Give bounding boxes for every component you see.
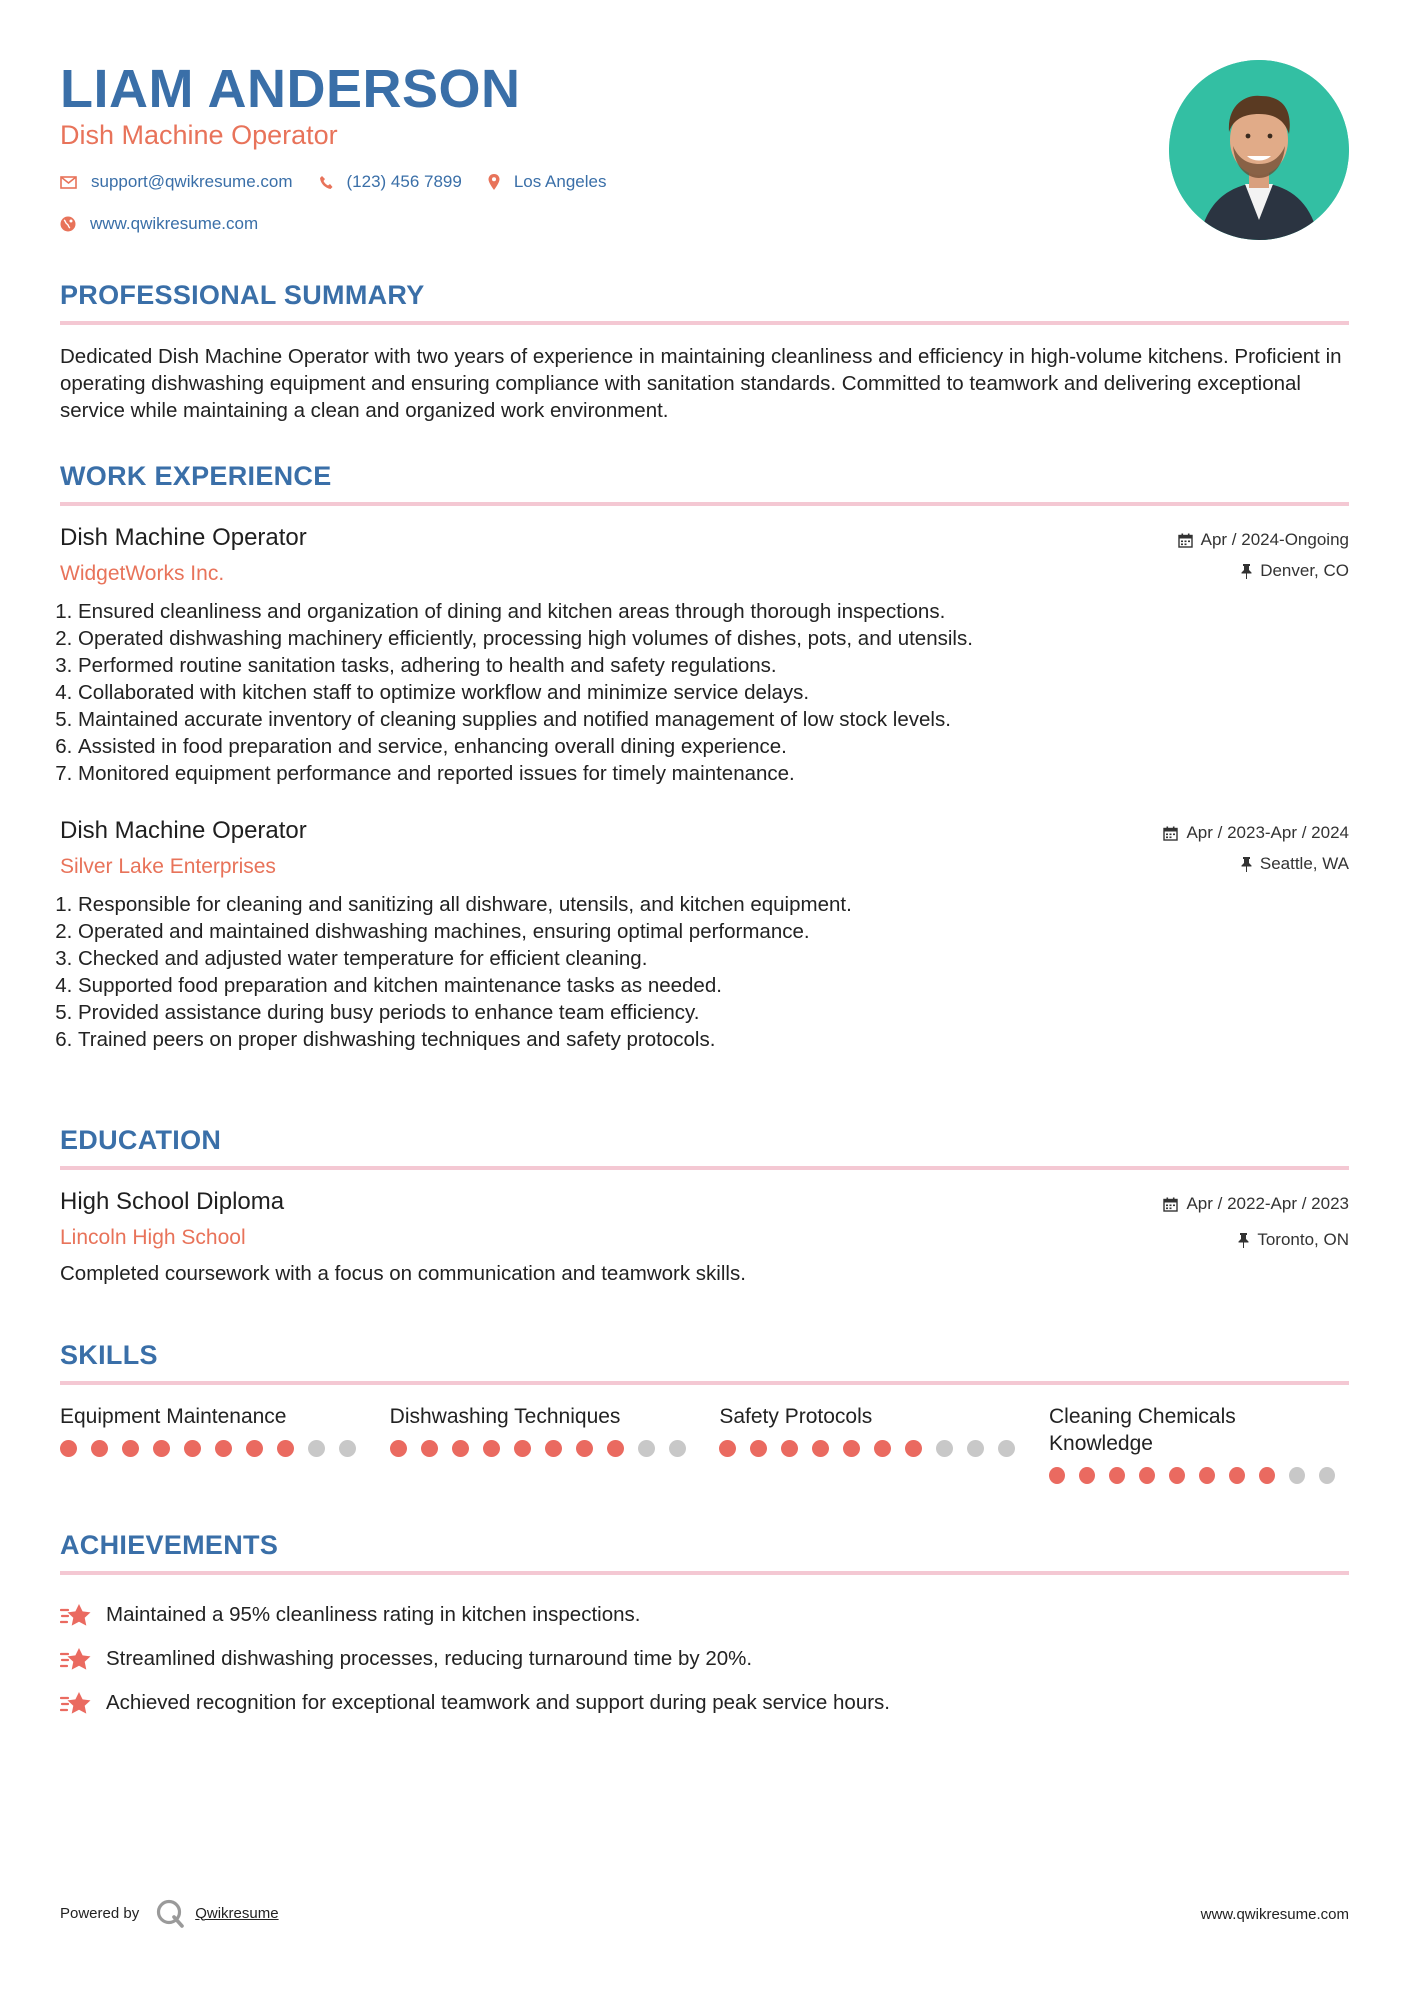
contact-email[interactable]	[60, 172, 293, 192]
phone-text: (123) 456 7899	[346, 172, 462, 191]
achievements-section	[60, 1530, 1349, 1725]
rating-dot-empty	[638, 1440, 655, 1457]
skill-name: Dishwashing Techniques	[389, 1405, 621, 1428]
rating-dot-empty	[998, 1440, 1015, 1457]
education-description: Completed coursework with a focus on communication and teamwork skills.	[60, 1262, 746, 1285]
rating-dot-filled	[843, 1440, 860, 1457]
brand-link[interactable]: Qwikresume	[195, 1904, 279, 1922]
rating-dot-filled	[1259, 1467, 1275, 1484]
skill-rating	[719, 1440, 1049, 1457]
star-icon	[60, 1646, 92, 1672]
rating-dot-filled	[277, 1440, 294, 1457]
rating-dot-filled	[483, 1440, 500, 1457]
contact-website[interactable]	[60, 214, 258, 234]
job-company: WidgetWorks Inc.	[60, 562, 225, 585]
job-title: Dish Machine Operator	[60, 817, 307, 844]
summary-title: PROFESSIONAL SUMMARY	[60, 280, 1349, 325]
map-pin-icon	[488, 174, 500, 190]
rating-dot-filled	[215, 1440, 232, 1457]
candidate-name: LIAM ANDERSON	[60, 59, 521, 119]
skill-rating	[60, 1440, 390, 1457]
skill-item	[390, 1403, 720, 1484]
job-location-text: Seattle, WA	[1259, 854, 1349, 873]
footer-website[interactable]: www.qwikresume.com	[1200, 1906, 1349, 1923]
rating-dot-filled	[91, 1440, 108, 1457]
star-icon	[60, 1602, 92, 1628]
rating-dot-filled	[576, 1440, 593, 1457]
summary-section	[60, 280, 1349, 424]
skill-item	[60, 1403, 390, 1484]
contact-row	[60, 172, 632, 192]
list-item: 4. Supported food preparation and kitchen maintenance tasks as needed.	[78, 972, 1349, 999]
contact-phone[interactable]	[319, 172, 462, 192]
calendar-icon	[1163, 826, 1178, 841]
rating-dot-empty	[967, 1440, 984, 1457]
education-dates-text: Apr / 2022-Apr / 2023	[1186, 1194, 1349, 1213]
calendar-icon	[1163, 1197, 1178, 1212]
list-item: 2. Operated dishwashing machinery efficiently, processing high volumes of dishes, pots, and utensils.	[78, 625, 1349, 652]
rating-dot-filled	[905, 1440, 922, 1457]
achievement-item	[60, 1637, 1349, 1681]
list-item: 3. Performed routine sanitation tasks, adhering to health and safety regulations.	[78, 652, 1349, 679]
list-item: 1. Ensured cleanliness and organization of dining and kitchen areas through thorough inspections.	[78, 598, 1349, 625]
rating-dot-filled	[184, 1440, 201, 1457]
job-location	[1163, 854, 1349, 874]
skills-section	[60, 1340, 1349, 1484]
achievements-list	[60, 1593, 1349, 1725]
job-location-text: Denver, CO	[1260, 561, 1349, 580]
rating-dot-filled	[1169, 1467, 1185, 1484]
profile-photo-icon	[1169, 60, 1349, 240]
footer-powered-by	[60, 1898, 279, 1928]
achievement-text: Streamlined dishwashing processes, reducing turnaround time by 20%.	[106, 1647, 753, 1670]
skills-title: SKILLS	[60, 1340, 1349, 1385]
calendar-icon	[1178, 533, 1193, 548]
skills-list	[60, 1403, 1349, 1484]
education-meta	[1163, 1194, 1349, 1261]
rating-dot-empty	[936, 1440, 953, 1457]
rating-dot-filled	[1199, 1467, 1215, 1484]
education-title: EDUCATION	[60, 1125, 1349, 1170]
pushpin-icon	[1241, 857, 1252, 872]
powered-by-label: Powered by	[60, 1904, 140, 1922]
education-section	[60, 1125, 1349, 1286]
rating-dot-filled	[1049, 1467, 1065, 1484]
education-location	[1163, 1230, 1349, 1250]
school-name: Lincoln High School	[60, 1226, 246, 1249]
qwikresume-logo-icon	[155, 1898, 185, 1928]
list-item: 6. Assisted in food preparation and service, enhancing overall dining experience.	[78, 733, 1349, 760]
rating-dot-empty	[1289, 1467, 1305, 1484]
rating-dot-filled	[153, 1440, 170, 1457]
rating-dot-empty	[339, 1440, 356, 1457]
rating-dot-filled	[1109, 1467, 1125, 1484]
skill-item	[719, 1403, 1049, 1484]
resume-page	[60, 0, 1349, 1990]
skill-name: Safety Protocols	[719, 1405, 873, 1428]
rating-dot-filled	[1229, 1467, 1245, 1484]
rating-dot-empty	[308, 1440, 325, 1457]
skill-rating	[390, 1440, 720, 1457]
list-item: 7. Monitored equipment performance and reported issues for timely maintenance.	[78, 760, 1349, 787]
experience-title: WORK EXPERIENCE	[60, 461, 1349, 506]
education-location-text: Toronto, ON	[1257, 1230, 1349, 1249]
rating-dot-filled	[246, 1440, 263, 1457]
rating-dot-filled	[60, 1440, 77, 1457]
education-entry	[60, 1188, 1349, 1286]
rating-dot-filled	[750, 1440, 767, 1457]
globe-icon	[60, 216, 76, 232]
list-item: 5. Provided assistance during busy periods to enhance team efficiency.	[78, 999, 1349, 1026]
list-item: 4. Collaborated with kitchen staff to optimize workflow and minimize service delays.	[78, 679, 1349, 706]
rating-dot-filled	[421, 1440, 438, 1457]
list-item: 5. Maintained accurate inventory of cleaning supplies and notified management of low stock levels.	[78, 706, 1349, 733]
job-entry	[60, 524, 1349, 787]
rating-dot-empty	[669, 1440, 686, 1457]
pushpin-icon	[1238, 1233, 1249, 1248]
education-dates	[1163, 1194, 1349, 1214]
location-text: Los Angeles	[513, 172, 607, 191]
list-item: 3. Checked and adjusted water temperature for efficient cleaning.	[78, 945, 1349, 972]
rating-dot-filled	[781, 1440, 798, 1457]
list-item: 6. Trained peers on proper dishwashing techniques and safety protocols.	[78, 1026, 1349, 1053]
skill-rating	[1049, 1467, 1349, 1484]
job-dates-text: Apr / 2024-Ongoing	[1200, 530, 1349, 549]
rating-dot-filled	[719, 1440, 736, 1457]
job-dates	[1163, 823, 1349, 843]
achievements-title: ACHIEVEMENTS	[60, 1530, 1349, 1575]
skill-item	[1049, 1403, 1349, 1484]
contact-location	[488, 172, 607, 192]
star-icon	[60, 1690, 92, 1716]
rating-dot-filled	[122, 1440, 139, 1457]
job-entry	[60, 817, 1349, 1053]
rating-dot-filled	[607, 1440, 624, 1457]
achievement-text: Maintained a 95% cleanliness rating in kitchen inspections.	[106, 1603, 641, 1626]
website-text: www.qwikresume.com	[90, 214, 259, 233]
job-bullets	[60, 891, 1349, 1053]
experience-section	[60, 461, 1349, 1053]
phone-icon	[319, 175, 333, 190]
job-meta	[1178, 530, 1349, 592]
rating-dot-filled	[390, 1440, 407, 1457]
rating-dot-filled	[452, 1440, 469, 1457]
job-company: Silver Lake Enterprises	[60, 855, 276, 878]
achievement-text: Achieved recognition for exceptional teamwork and support during peak service hours.	[106, 1691, 890, 1714]
achievement-item	[60, 1681, 1349, 1725]
summary-text: Dedicated Dish Machine Operator with two years of experience in maintaining cleanliness and efficiency in high-volume kitchens. Proficient in operating dishwashing equipment and ensuring compliance with sanitation standards. Committed to teamwork and delivering exceptional service while maintaining a clean and organized work environment.	[60, 345, 1342, 422]
skill-name: Equipment Maintenance	[60, 1405, 287, 1428]
rating-dot-filled	[1139, 1467, 1155, 1484]
rating-dot-filled	[874, 1440, 891, 1457]
degree-title: High School Diploma	[60, 1188, 285, 1215]
skill-name: Cleaning Chemicals Knowledge	[1049, 1405, 1236, 1455]
email-text: support@qwikresume.com	[91, 172, 293, 191]
job-dates	[1178, 530, 1349, 550]
pushpin-icon	[1241, 564, 1252, 579]
rating-dot-filled	[514, 1440, 531, 1457]
job-dates-text: Apr / 2023-Apr / 2024	[1186, 823, 1349, 842]
contact-row-website	[60, 214, 284, 234]
candidate-role: Dish Machine Operator	[60, 120, 338, 150]
job-meta	[1163, 823, 1349, 885]
list-item: 1. Responsible for cleaning and sanitizing all dishware, utensils, and kitchen equipment.	[78, 891, 1349, 918]
job-bullets	[60, 598, 1349, 787]
rating-dot-filled	[812, 1440, 829, 1457]
list-item: 2. Operated and maintained dishwashing machines, ensuring optimal performance.	[78, 918, 1349, 945]
job-location	[1178, 561, 1349, 581]
rating-dot-empty	[1319, 1467, 1335, 1484]
rating-dot-filled	[1079, 1467, 1095, 1484]
avatar	[1169, 60, 1349, 240]
envelope-icon	[60, 176, 77, 189]
achievement-item	[60, 1593, 1349, 1637]
rating-dot-filled	[545, 1440, 562, 1457]
job-title: Dish Machine Operator	[60, 524, 307, 551]
